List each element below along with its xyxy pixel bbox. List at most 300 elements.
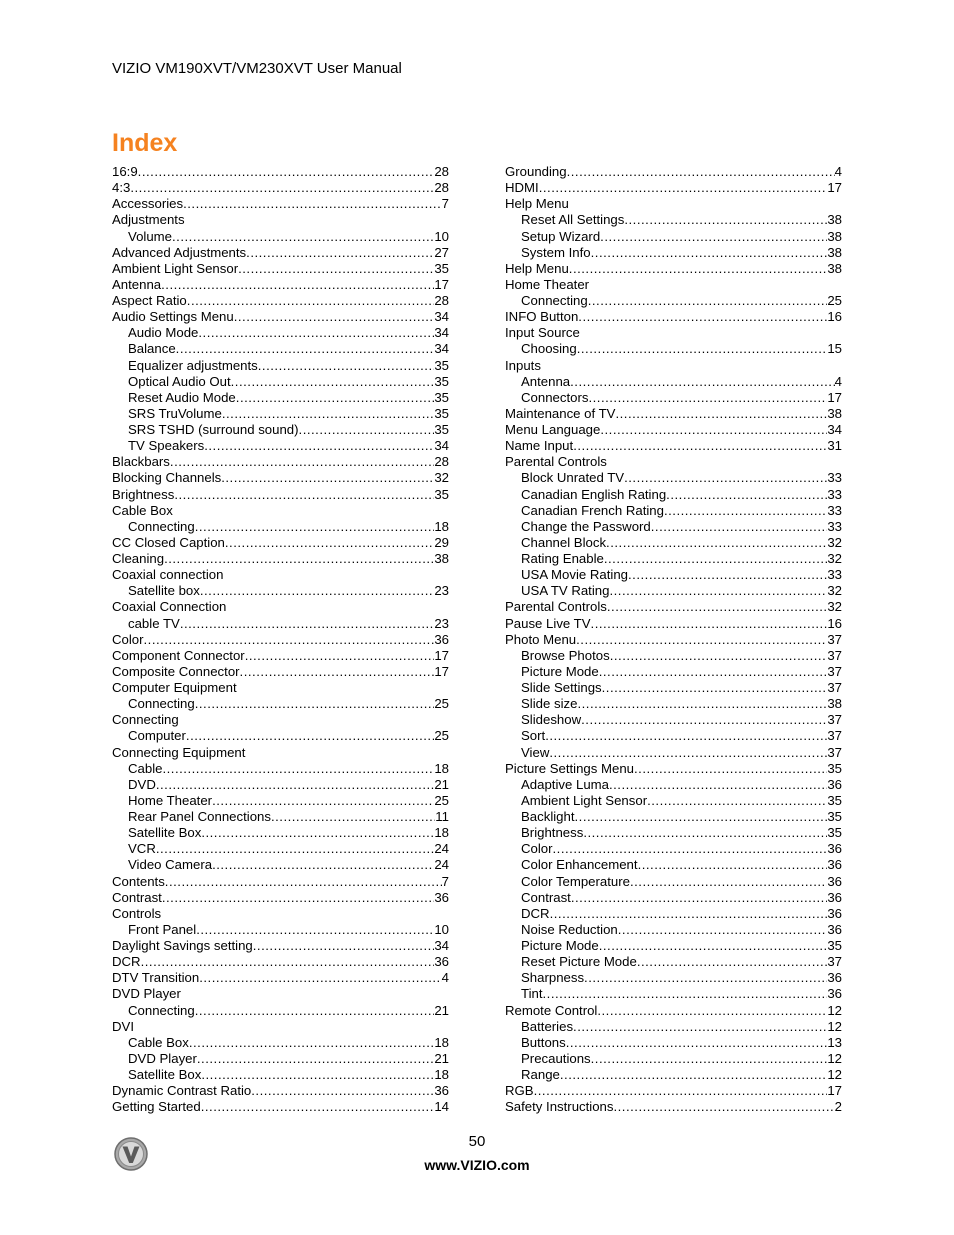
index-subentry (112, 438, 449, 454)
index-subentry (505, 487, 842, 503)
dot-leader (576, 632, 827, 648)
dot-leader (591, 245, 828, 261)
entry-label: Buttons (521, 1034, 566, 1050)
entry-page-number: 14 (434, 1099, 449, 1115)
dot-leader (197, 1051, 434, 1067)
entry-page-number: 28 (434, 454, 449, 470)
entry-label: Cable (128, 760, 163, 776)
entry-label: Adjustments (112, 212, 185, 228)
index-subentry (112, 341, 449, 357)
index-entry (112, 970, 449, 986)
index-entry (112, 745, 449, 761)
entry-page-number: 32 (827, 551, 842, 566)
entry-label: Front Panel (128, 921, 197, 937)
index-subentry (112, 358, 449, 374)
index-entry (505, 406, 842, 422)
entry-label: TV Speakers (128, 438, 205, 454)
entry-label: Slide Settings (521, 680, 602, 695)
entry-page-number: 34 (434, 309, 449, 325)
dot-leader (664, 503, 827, 519)
index-entry (112, 503, 449, 519)
entry-label: Connecting (128, 518, 195, 534)
entry-page-number: 34 (434, 938, 449, 953)
dot-leader (573, 438, 827, 454)
entry-label: Controls (112, 905, 162, 921)
index-subentry (505, 583, 842, 599)
entry-page-number: 38 (827, 696, 842, 712)
dot-leader (240, 664, 435, 680)
index-entry (112, 551, 449, 567)
dot-leader (221, 470, 434, 486)
entry-label: Block Unrated TV (521, 470, 625, 486)
entry-label: Canadian French Rating (521, 502, 664, 518)
index-subentry (112, 841, 449, 857)
entry-page-number: 33 (827, 486, 842, 502)
dot-leader (609, 777, 827, 793)
index-subentry (505, 1019, 842, 1035)
index-entry (112, 277, 449, 293)
dot-leader (156, 777, 434, 793)
dot-leader (195, 1003, 435, 1019)
entry-page-number: 38 (827, 405, 842, 421)
dot-leader (176, 341, 435, 357)
entry-page-number: 38 (827, 260, 842, 276)
entry-label: Help Menu (505, 196, 569, 212)
index-subentry (112, 374, 449, 390)
entry-label: Connecting (112, 712, 179, 728)
dot-leader (567, 164, 835, 180)
entry-label: Coaxial Connection (112, 599, 227, 615)
entry-label: Pause Live TV (505, 615, 591, 631)
entry-page-number: 12 (827, 1018, 842, 1034)
dot-leader (141, 954, 435, 970)
dot-leader (624, 212, 827, 228)
entry-page-number: 35 (434, 357, 449, 373)
entry-label: Satellite box (128, 583, 200, 599)
entry-page-number: 32 (827, 534, 842, 550)
manual-header: VIZIO VM190XVT/VM230XVT User Manual (112, 60, 402, 77)
dot-leader (630, 874, 827, 890)
entry-page-number: 35 (827, 938, 842, 953)
entry-page-number: 2 (834, 1099, 842, 1115)
dot-leader (172, 229, 434, 245)
index-subentry (505, 922, 842, 938)
entry-label: Change the Password (521, 518, 651, 534)
index-entry (505, 196, 842, 212)
dot-leader (550, 906, 828, 922)
entry-label: Help Menu (505, 260, 569, 276)
entry-page-number: 35 (434, 405, 449, 421)
dot-leader (201, 825, 434, 841)
index-subentry (505, 212, 842, 228)
entry-label: Color (112, 631, 144, 647)
index-entry (505, 180, 842, 196)
entry-label: Sharpness (521, 970, 585, 986)
index-entry (505, 358, 842, 374)
entry-label: SRS TruVolume (128, 405, 222, 421)
dot-leader (246, 245, 434, 261)
entry-label: DTV Transition (112, 970, 200, 986)
entry-page-number: 36 (827, 857, 842, 873)
entry-label: Color (521, 841, 553, 857)
dot-leader (534, 1083, 828, 1099)
index-subentry (112, 761, 449, 777)
index-subentry (112, 728, 449, 744)
index-subentry (112, 922, 449, 938)
entry-page-number: 32 (827, 583, 842, 599)
entry-label: Noise Reduction (521, 921, 618, 937)
dot-leader (577, 341, 828, 357)
entry-label: Input Source (505, 325, 580, 341)
entry-page-number: 36 (434, 889, 449, 905)
dot-leader (583, 825, 827, 841)
dot-leader (566, 1035, 828, 1051)
entry-label: Antenna (521, 373, 571, 389)
entry-page-number: 35 (434, 422, 449, 437)
dot-leader (231, 374, 435, 390)
entry-page-number: 17 (827, 389, 842, 405)
entry-label: Composite Connector (112, 663, 240, 679)
dot-leader (573, 1019, 827, 1035)
index-subentry (112, 696, 449, 712)
index-entry (112, 1019, 449, 1035)
entry-label: Blackbars (112, 454, 170, 470)
entry-label: Picture Mode (521, 938, 599, 953)
index-entry (505, 261, 842, 277)
entry-label: Inputs (505, 357, 541, 373)
entry-page-number: 36 (827, 841, 842, 857)
entry-label: Connectors (521, 389, 589, 405)
entry-label: Coaxial connection (112, 567, 224, 583)
index-subentry (505, 825, 842, 841)
entry-page-number: 16 (827, 309, 842, 325)
entry-label: Connecting (521, 293, 588, 308)
index-subentry (505, 857, 842, 873)
entry-label: Color Enhancement (521, 857, 638, 873)
entry-label: Tint (521, 986, 543, 1002)
entry-page-number: 37 (827, 631, 842, 647)
entry-page-number: 35 (827, 760, 842, 776)
entry-label: Connecting (128, 696, 195, 712)
dot-leader (624, 470, 827, 486)
entry-label: Choosing (521, 341, 577, 357)
entry-label: Connecting (128, 1002, 195, 1018)
entry-page-number: 12 (827, 1002, 842, 1018)
dot-leader (560, 1067, 827, 1083)
dot-leader (200, 583, 434, 599)
entry-page-number: 33 (827, 518, 842, 534)
index-entry (505, 1083, 842, 1099)
index-column-right (505, 164, 842, 1115)
index-subentry (112, 406, 449, 422)
page-number: 50 (468, 1133, 486, 1150)
index-entry (112, 599, 449, 615)
entry-label: Computer (128, 728, 186, 744)
index-entry (112, 938, 449, 954)
entry-page-number: 34 (434, 438, 449, 454)
dot-leader (578, 309, 827, 325)
entry-page-number: 25 (434, 696, 449, 712)
index-entry (505, 309, 842, 325)
entry-page-number: 31 (827, 438, 842, 454)
entry-label: Component Connector (112, 647, 245, 663)
entry-page-number: 25 (434, 792, 449, 808)
entry-label: Cleaning (112, 551, 165, 566)
index-subentry (505, 906, 842, 922)
entry-page-number: 36 (827, 889, 842, 905)
dot-leader (604, 551, 827, 567)
entry-page-number: 12 (827, 1067, 842, 1082)
entry-page-number: 35 (434, 260, 449, 276)
entry-page-number: 27 (434, 244, 449, 260)
entry-label: Channel Block (521, 534, 607, 550)
dot-leader (162, 890, 434, 906)
entry-label: Setup Wizard (521, 228, 601, 244)
entry-label: Rear Panel Connections (128, 809, 271, 824)
entry-label: DCR (112, 954, 141, 970)
index-entry (505, 616, 842, 632)
dot-leader (236, 390, 435, 406)
dot-leader (222, 406, 435, 422)
dot-leader (599, 938, 828, 954)
entry-label: Video Camera (128, 857, 213, 873)
dot-leader (638, 857, 828, 873)
entry-page-number: 36 (827, 986, 842, 1002)
dot-leader (195, 696, 435, 712)
index-subentry (505, 970, 842, 986)
index-subentry (505, 470, 842, 486)
index-subentry (505, 293, 842, 309)
dot-leader (591, 1051, 828, 1067)
entry-page-number: 35 (434, 486, 449, 502)
index-entry (112, 890, 449, 906)
index-entry (112, 986, 449, 1002)
entry-label: Audio Settings Menu (112, 309, 234, 325)
dot-leader (600, 229, 827, 245)
entry-label: Contrast (521, 889, 571, 905)
index-subentry (505, 551, 842, 567)
entry-label: Remote Control (505, 1002, 598, 1018)
index-subentry (505, 793, 842, 809)
entry-label: Home Theater (128, 792, 213, 808)
dot-leader (225, 535, 434, 551)
dot-leader (543, 986, 828, 1002)
entry-label: HDMI (505, 180, 539, 196)
entry-label: Sort (521, 728, 546, 744)
entry-page-number: 35 (827, 792, 842, 808)
entry-page-number: 37 (827, 647, 842, 663)
dot-leader (198, 325, 434, 341)
index-entry (112, 648, 449, 664)
dot-leader (271, 809, 435, 825)
dot-leader (553, 841, 828, 857)
entry-page-number: 13 (827, 1034, 842, 1050)
index-subentry (112, 616, 449, 632)
dot-leader (575, 809, 828, 825)
entry-page-number: 33 (827, 567, 842, 583)
index-subentry (112, 793, 449, 809)
dot-leader (628, 567, 827, 583)
dot-leader (549, 745, 827, 761)
dot-leader (174, 487, 434, 503)
index-entry (112, 180, 449, 196)
entry-label: Satellite Box (128, 825, 202, 841)
entry-page-number: 29 (434, 534, 449, 550)
index-subentry (505, 728, 842, 744)
entry-label: Brightness (112, 486, 175, 502)
dot-leader (634, 761, 827, 777)
index-subentry (505, 938, 842, 954)
index-entry (112, 906, 449, 922)
dot-leader (196, 922, 434, 938)
index-column-left (112, 164, 449, 1115)
entry-page-number: 17 (434, 647, 449, 663)
index-subentry (505, 986, 842, 1002)
index-subentry (505, 664, 842, 680)
index-entry (505, 325, 842, 341)
entry-label: System Info (521, 244, 591, 260)
dot-leader (570, 374, 835, 390)
index-entry (112, 196, 449, 212)
entry-label: Connecting Equipment (112, 744, 246, 760)
index-subentry (505, 745, 842, 761)
entry-label: Computer Equipment (112, 680, 237, 695)
entry-label: Daylight Savings setting (112, 938, 253, 953)
index-entry (112, 535, 449, 551)
entry-page-number: 25 (827, 293, 842, 308)
entry-page-number: 36 (434, 954, 449, 970)
page-title: Index (112, 129, 178, 157)
index-entry (112, 567, 449, 583)
entry-page-number: 18 (434, 1034, 449, 1050)
dot-leader (588, 293, 828, 309)
entry-page-number: 36 (827, 921, 842, 937)
index-subentry (505, 696, 842, 712)
index-subentry (112, 809, 449, 825)
index-entry (112, 1083, 449, 1099)
dot-leader (187, 293, 435, 309)
entry-page-number: 4 (441, 970, 449, 986)
index-subentry (505, 245, 842, 261)
entry-page-number: 37 (827, 712, 842, 728)
index-subentry (505, 374, 842, 390)
dot-leader (165, 874, 442, 890)
entry-label: DVD (128, 776, 156, 792)
index-subentry (112, 777, 449, 793)
entry-page-number: 34 (434, 325, 449, 341)
entry-page-number: 17 (434, 663, 449, 679)
entry-label: USA Movie Rating (521, 567, 629, 583)
index-entry (112, 487, 449, 503)
index-subentry (505, 1035, 842, 1051)
dot-leader (618, 922, 828, 938)
dot-leader (637, 954, 828, 970)
index-subentry (112, 519, 449, 535)
dot-leader (162, 761, 434, 777)
index-subentry (112, 825, 449, 841)
entry-label: Reset Audio Mode (128, 389, 236, 405)
entry-label: Cable Box (128, 1034, 189, 1050)
entry-label: Picture Settings Menu (505, 760, 635, 776)
entry-page-number: 37 (827, 728, 842, 744)
entry-label: Audio Mode (128, 325, 199, 341)
entry-label: Contents (112, 873, 165, 889)
entry-label: Balance (128, 341, 176, 357)
dot-leader (204, 438, 434, 454)
index-subentry (505, 874, 842, 890)
index-subentry (505, 341, 842, 357)
index-subentry (505, 777, 842, 793)
entry-label: DCR (521, 905, 550, 921)
dot-leader (186, 728, 434, 744)
entry-page-number: 18 (434, 760, 449, 776)
entry-label: Ambient Light Sensor (112, 260, 239, 276)
entry-label: Optical Audio Out (128, 373, 231, 389)
entry-page-number: 38 (827, 244, 842, 260)
index-entry (505, 761, 842, 777)
entry-page-number: 7 (441, 873, 449, 889)
index-entry (505, 632, 842, 648)
index-subentry (505, 1067, 842, 1083)
dot-leader (666, 487, 827, 503)
index-entry (112, 874, 449, 890)
index-subentry (505, 390, 842, 406)
entry-page-number: 36 (827, 970, 842, 986)
index-subentry (112, 1051, 449, 1067)
entry-label: Slide size (521, 696, 578, 712)
dot-leader (588, 390, 827, 406)
entry-label: CC Closed Caption (112, 534, 225, 550)
dot-leader (615, 406, 827, 422)
entry-label: DVD Player (112, 986, 181, 1002)
entry-page-number: 21 (434, 776, 449, 792)
index-subentry (505, 519, 842, 535)
dot-leader (607, 599, 827, 615)
entry-page-number: 4 (834, 164, 842, 179)
entry-page-number: 36 (434, 1083, 449, 1099)
entry-page-number: 37 (827, 744, 842, 760)
dot-leader (299, 422, 435, 438)
index-subentry (112, 857, 449, 873)
entry-label: Contrast (112, 889, 162, 905)
entry-page-number: 11 (435, 809, 449, 824)
entry-page-number: 12 (827, 1050, 842, 1066)
index-entry (112, 680, 449, 696)
dot-leader (581, 712, 827, 728)
entry-label: Canadian English Rating (521, 486, 667, 502)
entry-label: Menu Language (505, 422, 601, 437)
dot-leader (238, 261, 434, 277)
dot-leader (599, 664, 828, 680)
entry-label: Blocking Channels (112, 470, 222, 486)
index-subentry (505, 229, 842, 245)
entry-page-number: 23 (434, 615, 449, 631)
index-subentry (505, 712, 842, 728)
entry-page-number: 35 (434, 389, 449, 405)
entry-label: Reset All Settings (521, 212, 625, 228)
entry-page-number: 37 (827, 954, 842, 970)
dot-leader (170, 454, 434, 470)
dot-leader (600, 422, 827, 438)
entry-page-number: 17 (434, 276, 449, 292)
index-entry (112, 261, 449, 277)
entry-label: Grounding (505, 164, 567, 179)
index-entry (112, 454, 449, 470)
dot-leader (539, 180, 828, 196)
dot-leader (613, 1099, 834, 1115)
entry-page-number: 21 (434, 1002, 449, 1018)
index-entry (112, 293, 449, 309)
